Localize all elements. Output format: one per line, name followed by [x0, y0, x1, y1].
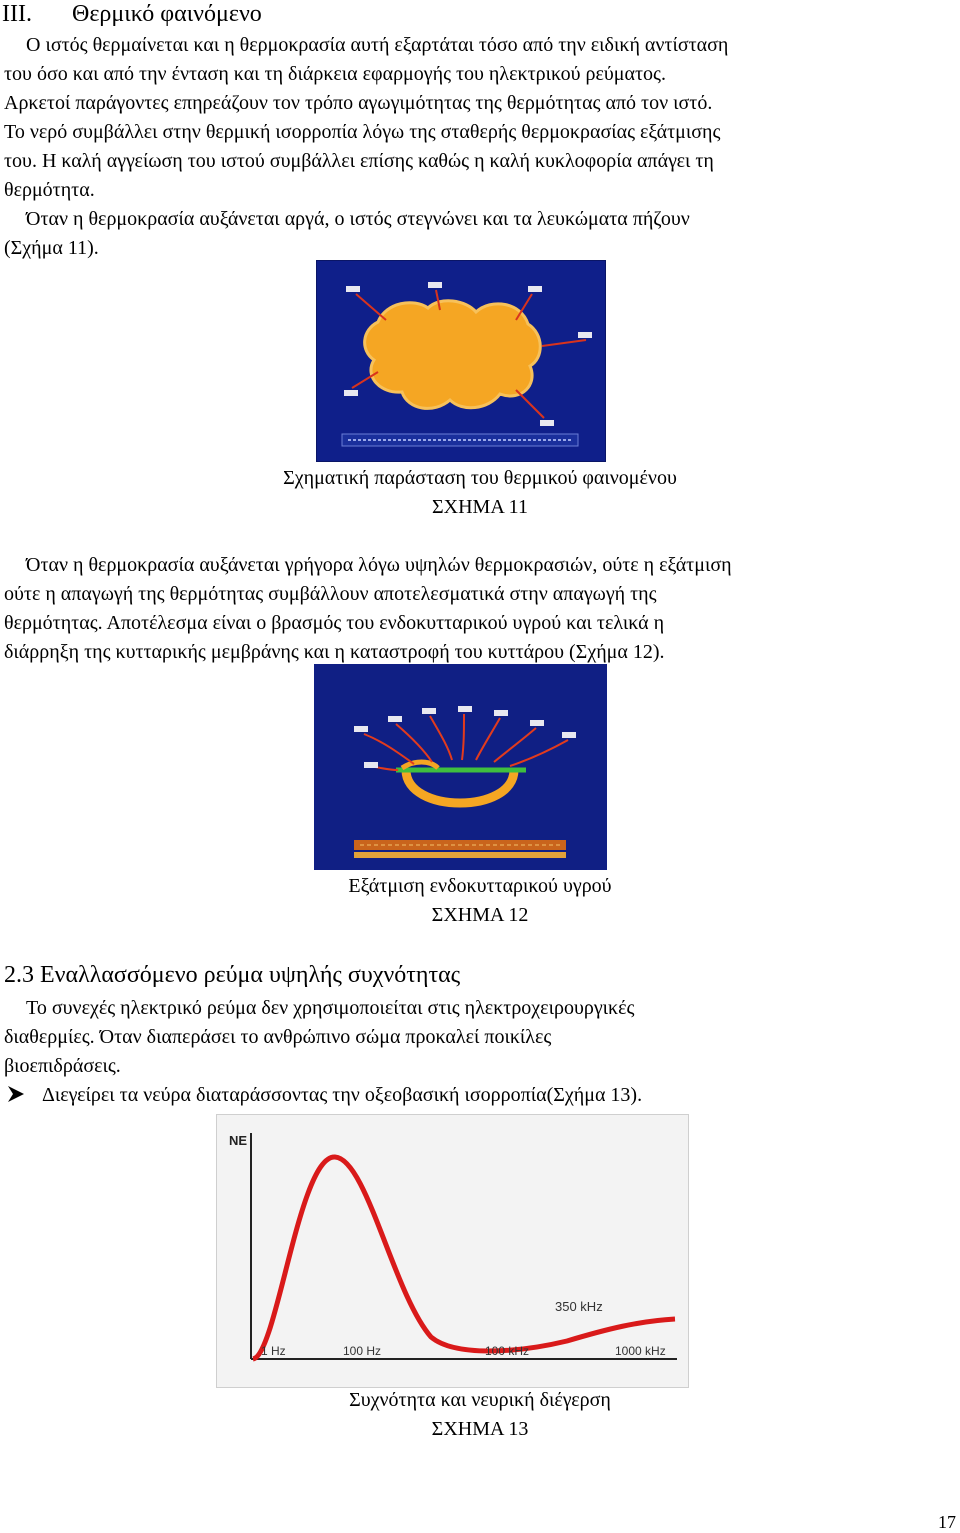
paragraph-line: βιοεπιδράσεις. — [4, 1055, 121, 1077]
page-number: 17 — [938, 1512, 956, 1532]
paragraph-line: Όταν η θερμοκρασία αυξάνεται γρήγορα λόγω υψηλών θερμοκρασιών, ούτε η εξάτμιση — [26, 554, 732, 576]
paragraph-line: θερμότητα. — [4, 179, 95, 201]
bullet-text: Διεγείρει τα νεύρα διαταράσσοντας την οξεοβασική ισορροπία(Σχήμα 13). — [42, 1084, 643, 1106]
x-tick-label: 100 kHz — [485, 1344, 530, 1358]
x-tick-label: 1 Hz — [261, 1344, 286, 1358]
paragraph-line: του. Η καλή αγγείωση του ιστού συμβάλλει επίσης καθώς η καλή κυκλοφορία απάγει τη — [4, 150, 714, 172]
section-heading — [2, 0, 262, 28]
figure-11-image — [316, 260, 606, 462]
annotation-label: 350 kHz — [555, 1299, 603, 1314]
x-tick-label: 1000 kHz — [615, 1344, 666, 1358]
figure-13-label: ΣΧΗΜΑ 13 — [431, 1418, 529, 1440]
frequency-excitation-chart — [217, 1115, 688, 1387]
x-tick-label: 100 Hz — [343, 1344, 382, 1358]
paragraph-line: (Σχήμα 11). — [4, 237, 99, 259]
paragraph-line: ούτε η απαγωγή της θερμότητας συμβάλλουν αποτελεσματικά στην απαγωγή της — [4, 583, 657, 605]
figure-13-caption: Συχνότητα και νευρική διέγερση — [349, 1389, 611, 1411]
paragraph-line: διάρρηξη της κυτταρικής μεμβράνης και η καταστροφή του κυττάρου (Σχήμα 12). — [4, 641, 665, 663]
paragraph-line: Το νερό συμβάλλει στην θερμική ισορροπία λόγω της σταθερής θερμοκρασίας εξάτμισης — [4, 121, 721, 143]
paragraph-line: διαθερμίες. Όταν διαπεράσει το ανθρώπινο σώμα προκαλεί ποικίλες — [4, 1026, 552, 1048]
figure-11-label: ΣΧΗΜΑ 11 — [432, 496, 528, 518]
figure-11-caption: Σχηματική παράσταση του θερμικού φαινομένου — [283, 467, 677, 489]
y-axis-label: NE — [229, 1133, 248, 1148]
figure-12-caption: Εξάτμιση ενδοκυτταρικού υγρού — [348, 875, 612, 897]
figure-12-image — [314, 664, 607, 870]
paragraph-line: του όσο και από την ένταση και τη διάρκεια εφαρμογής του ηλεκτρικού ρεύματος. — [4, 63, 666, 85]
paragraph-line: Το συνεχές ηλεκτρικό ρεύμα δεν χρησιμοποιείται στις ηλεκτροχειρουργικές — [26, 997, 635, 1019]
figure-12-label: ΣΧΗΜΑ 12 — [431, 904, 529, 926]
arrow-bullet-icon — [6, 1084, 28, 1104]
paragraph-line: Αρκετοί παράγοντες επηρεάζουν τον τρόπο αγωγιμότητας της θερμότητας από τον ιστό. — [4, 92, 713, 114]
section-number: III. — [2, 1, 32, 27]
paragraph-line: Ο ιστός θερμαίνεται και η θερμοκρασία αυτή εξαρτάται τόσο από την ειδική αντίσταση — [26, 34, 729, 56]
excitation-curve — [253, 1157, 675, 1359]
paragraph-line: θερμότητας. Αποτέλεσμα είναι ο βρασμός του ενδοκυτταρικού υγρού και τελικά η — [4, 612, 665, 634]
paragraph-line: Όταν η θερμοκρασία αυξάνεται αργά, ο ιστός στεγνώνει και τα λευκώματα πήζουν — [26, 208, 690, 230]
section-title: Θερμικό φαινόμενο — [71, 1, 262, 27]
figure-13-chart — [216, 1114, 689, 1388]
subsection-heading: 2.3 Εναλλασσόμενο ρεύμα υψηλής συχνότητας — [4, 962, 461, 988]
